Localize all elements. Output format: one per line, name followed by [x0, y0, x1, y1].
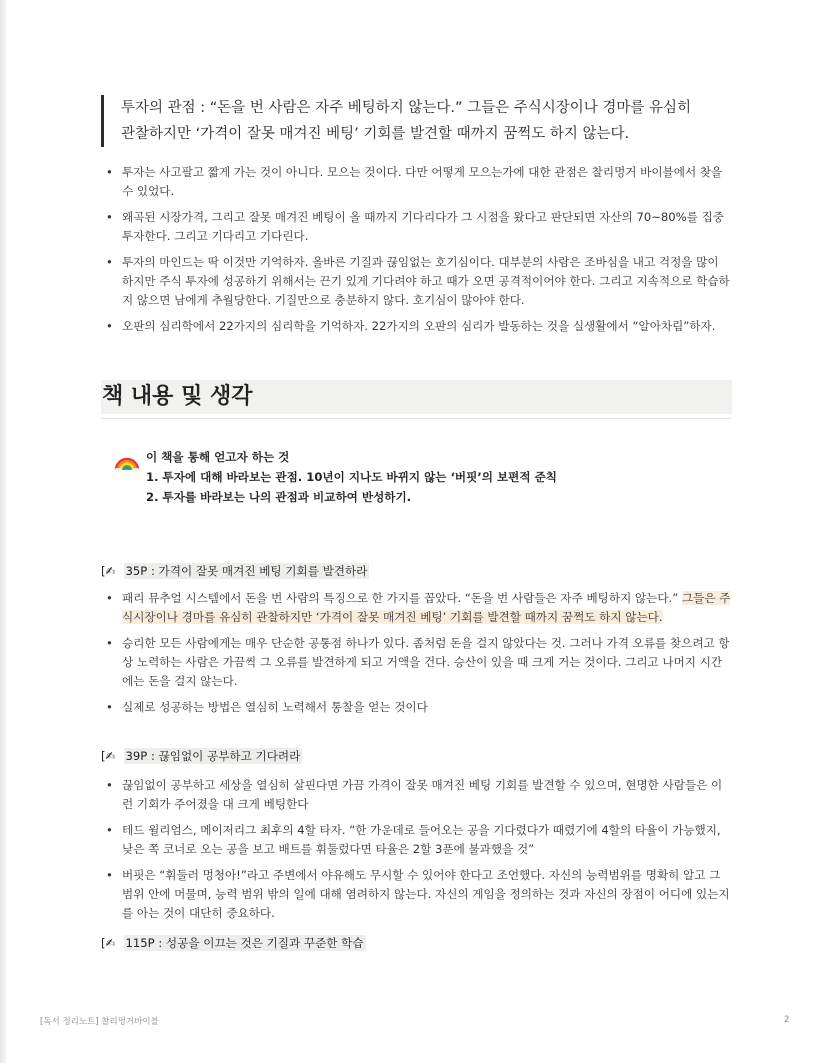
list-item: • 끊임없이 공부하고 세상을 열심히 살핀다면 가끔 가격이 잘못 매겨진 베팅 기회를 발견할 수 있으며, 현명한 사람들은 이런 기회가 주어졌을 대 크게 베팅한다 [104, 776, 732, 814]
list-item: • 버핏은 “휘둘러 멍청아!”라고 주변에서 야유해도 무시할 수 있어야 한다고 조언했다. 자신의 능력범위를 명확히 알고 그 범위 안에 머물며, 능력 범위 밖의 일에 대해 염려하지 않는다. 자신의 게임을 정의하는 것과 자신의 장점이 어디에 있는지를 아는 것이 대단히 중요하다. [104, 866, 732, 923]
bracket-mark: [ [101, 749, 106, 763]
writing-hand-icon: ✍ [105, 749, 116, 763]
quote-line-1: 투자의 관점 : “돈을 번 사람은 자주 베팅하지 않는다.” 그들은 주식시장이나 경마를 유심히 [121, 100, 692, 116]
section-35p-bullets [104, 589, 732, 724]
writing-hand-icon: ✍ [105, 936, 116, 950]
rainbow-icon [114, 450, 140, 472]
section-label-115p [101, 934, 366, 952]
highlighted-text: 그들은 주식시장이나 경마를 유심히 관찰하지만 ‘가격이 잘못 매겨진 베팅’ 기회를 발견할 때까지 꿈쩍도 하지 않는다. [122, 591, 731, 624]
bullet-text: 패리 뮤추얼 시스템에서 돈을 번 사람의 특징으로 한 가지를 꼽았다. “돈을 번 사람들은 자주 베팅하지 않는다.” [122, 591, 682, 605]
footer-title: [독서 정리노트] 찰리멍거바이블 [40, 1017, 159, 1027]
section-label-39p [101, 747, 302, 765]
callout-title: 이 책을 통해 얻고자 하는 것 [146, 450, 290, 464]
list-item [104, 589, 732, 627]
page-number: 2 [784, 1015, 790, 1025]
list-item: • 테드 윌리엄스, 메이저리그 최후의 4할 타자. “한 가운데로 들어오는 공을 기다렸다가 때렸기에 4할의 타율이 가능했지, 낮은 쪽 코너로 오는 공을 보고 배트를 휘둘렀다면 타율은 2할 3푼에 불과했을 것” [104, 821, 732, 859]
list-item: • 투자는 사고팔고 짧게 가는 것이 아니다. 모으는 것이다. 다만 어떻게 모으는가에 대한 관점은 찰리멍거 바이블에서 찾을 수 있었다. [104, 163, 732, 201]
list-item: • 왜곡된 시장가격, 그리고 잘못 매겨진 베팅이 올 때까지 기다리다가 그 시점을 왔다고 판단되면 자산의 70~80%를 집중 투자한다. 그리고 기다리고 기다린다. [104, 208, 732, 246]
section-label-text: 35P : 가격이 잘못 매겨진 베팅 기회를 발견하라 [125, 564, 368, 578]
callout-item-1: 1. 투자에 대해 바라보는 관점. 10년이 지나도 바뀌지 않는 ‘버핏’의 보편적 준칙 [146, 470, 558, 484]
callout-content [146, 447, 706, 507]
list-item: • 승리한 모든 사람에게는 매우 단순한 공통점 하나가 있다. 좀처럼 돈을 걸지 않았다는 것. 그러나 가격 오류를 찾으려고 항상 노력하는 사람은 가끔씩 그 오류를 발견하게 되고 거액을 건다. 승산이 있을 때 크게 거는 것이다. 그리고 나머지 시간에는 돈을 걸지 않는다. [104, 634, 732, 691]
heading-divider [101, 418, 731, 419]
section-heading: 책 내용 및 생각 [101, 380, 732, 414]
quote-block [101, 95, 751, 147]
writing-hand-icon: ✍ [105, 564, 116, 578]
callout-item-2: 2. 투자를 바라보는 나의 관점과 비교하여 반성하기. [146, 490, 412, 504]
section-label-text: 39P : 끊임없이 공부하고 기다려라 [125, 749, 301, 763]
bracket-mark: [ [101, 936, 106, 950]
list-item: • 투자의 마인드는 딱 이것만 기억하자. 올바른 기질과 끊임없는 호기심이다. 대부분의 사람은 조바심을 내고 걱정을 많이 하지만 주식 투자에 성공하기 위해서는 끈기 있게 기다려야 하고 때가 오면 공격적이어야 한다. 그리고 지속적으로 학습하지 않으면 남에게 추월당한다. 기질만으로 충분하지 않다. 호기심이 많아야 한다. [104, 253, 732, 310]
section-39p-bullets [104, 776, 732, 930]
top-bullet-list [104, 163, 732, 343]
quote-line-2: 관찰하지만 ‘가격이 잘못 매겨진 베팅’ 기회를 발견할 때까지 꿈쩍도 하지 않는다. [121, 126, 630, 142]
list-item: • 오판의 심리학에서 22가지의 심리학을 기억하자. 22가지의 오판의 심리가 발동하는 것을 실생활에서 “알아차림”하자. [104, 317, 732, 336]
section-label-35p [101, 562, 369, 580]
bracket-mark: [ [101, 564, 106, 578]
section-label-text: 115P : 성공을 이끄는 것은 기질과 꾸준한 학습 [125, 936, 364, 950]
list-item: • 실제로 성공하는 방법은 열심히 노력해서 통찰을 얻는 것이다 [104, 698, 732, 717]
